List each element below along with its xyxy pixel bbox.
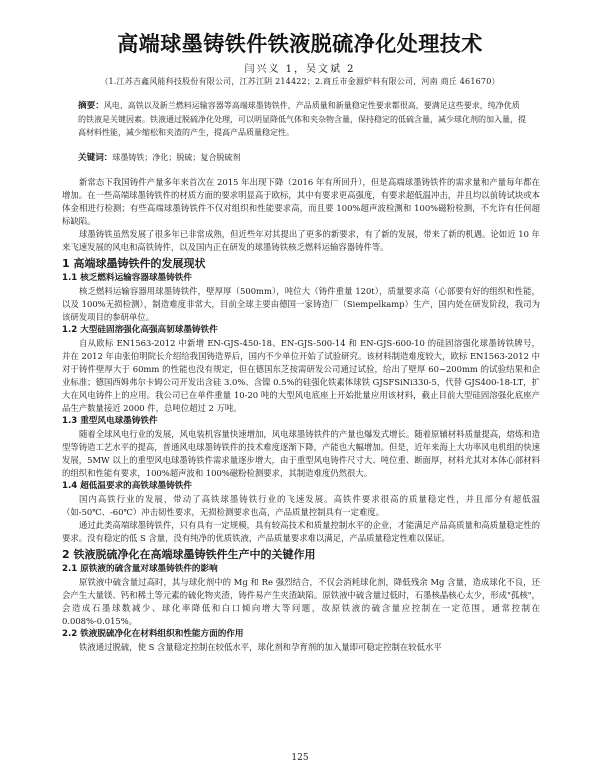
abstract-block: [78, 99, 526, 139]
body-paragraph: 国内高铁行业的发展，带动了高铁球墨铸铁行业的飞速发展。高铁件要求很高的质量稳定性，并且部分有超低温（如-50℃、-60℃）冲击韧性要求，无损检测要求也高，产品质量控制具有一定难度。: [62, 494, 540, 517]
section-heading: 2 铁液脱硫净化在高端球墨铸铁件生产中的关键作用: [62, 548, 316, 561]
body-paragraph: 通过此类高端球墨铸铁件，只有具有一定规模，具有较高技术和质量控制水平的企业，才能满足产品高质量和高质量稳定性的要求。没有稳定的低 S 含量，没有纯净的优质铁液，产品质量要求难以满足，产品质量稳定性难以保证。: [62, 520, 540, 543]
subsection-heading: 1.3 重型风电球墨铸铁件: [62, 416, 158, 426]
body-paragraph: 球墨铸铁虽然发展了很多年已非常成熟，但近些年对其提出了更多的新要求，有了新的发展，带来了新的机遇。论如近 10 年来飞速发展的风电和高铁铸件，以及国内正在研发的球墨铸铁核乏燃料运输容器铸件等。: [62, 229, 540, 252]
keywords-block: [78, 151, 526, 165]
subsection-heading: 1.4 超低温要求的高铁球墨铸铁件: [62, 481, 192, 491]
body-text: [62, 176, 540, 654]
keywords-text: 球墨铸铁；净化；脱硫；复合脱硫剂: [112, 153, 241, 162]
subsection-heading: 2.1 原铁液的硫含量对球墨铸铁件的影响: [62, 564, 218, 574]
body-paragraph: 新常态下我国铸件产量多年来首次在 2015 年出现下降（2016 年有所回升），但是高端球墨铸铁件的需求量和产量每年都在增加。在一些高端球墨铸铁件的材质方面的要求明显高于欧标，其中有要求更高强度，有要求超低温冲击，并且均以前铸试块或本体金相进行检测；有些高端球墨铸铁件不仅对组织和性能要求高，而且要 100%超声波检测和 100%磁粉检测，不允许有任何超标缺陷。: [62, 177, 540, 226]
body-paragraph: 核乏燃料运输容器用球墨铸铁件，壁厚厚（500mm），吨位大（铸件重量 120t），质量要求高（心部要有好的组织和性能，以及 100%无损检测），制造难度非常大，目前全球主要由德国一家铸造厂（Siempelkamp）生产，国内处在研发阶段，我司为该研发项目的参研单位。: [62, 286, 540, 322]
paper-title: 高端球墨铸铁件铁液脱硫净化处理技术: [117, 32, 483, 56]
body-paragraph: 自从欧标 EN1563-2012 中新增 EN-GJS-450-18、EN-GJS-500-14 和 EN-GJS-600-10 的硅固溶强化球墨铸铁牌号，并在 2012 年由张伯明院长介绍给我国铸造界后，国内不少单位开始了试验研究。该材料制造难度较大，欧标 EN1563-2012 中对于铸件壁厚大于 60mm 的性能也没有规定，但在德国东芝按需研发公司通过试验，给出了壁厚 60~200mm 的试验结果和企业标准；德国西姆弗尔卡姆公司开发出含硅 3.0%、含镍 0.5%的硅强化铁素体球铁 GJSFSiNi330-5，代替 GJS400-18-LT，扩大在风电铸件上的应用。我公司已在单件重量 10-20 吨的大型风电底座上开始批量应用该材料，截止目前大型硅固溶强化底座产品生产数量接近 2000 件，总吨位超过 2 万吨。: [62, 338, 540, 413]
abstract-text: 风电、高铁以及新兰燃料运输容器等高端球墨铸铁件，产品质量和新量稳定性要求都很高，要满足这些要求，纯净优质的铁液是关键因素。铁液通过脱硫净化处理，可以明显降低气体和夹杂物含量，保持稳定的低硫含量，减少球化剂的加入量，提高材料性能，减少缩松和夹渣的产生，提高产品质量稳定性。: [78, 101, 526, 137]
abstract-label: 摘要：: [78, 101, 104, 111]
keywords-label: 关键词：: [78, 153, 113, 163]
affiliation-line: （1.江苏吉鑫风能科技股份有限公司，江苏江阴 214422；2.商丘市金源炉料有限公司，河南 商丘 461670）: [100, 77, 500, 86]
subsection-heading: 1.2 大型硅固溶强化高强高韧球墨铸铁件: [62, 325, 218, 335]
body-paragraph: 铁液通过脱硫，使 S 含量稳定控制在较低水平，球化剂和孕育剂的加入量即可稳定控制在较低水平: [79, 642, 442, 652]
subsection-heading: 2.2 铁液脱硫净化在材料组织和性能方面的作用: [62, 629, 244, 639]
section-heading: 1 高端球墨铸铁件的发展现状: [62, 257, 206, 270]
subsection-heading: 1.1 核乏燃料运输容器球墨铸铁件: [62, 273, 192, 283]
body-paragraph: 随着全球风电行业的发展，风电装机容量快速增加，风电球墨铸铁件的产量也爆发式增长。随着原辅材料质量提高，熔炼和造型等铸造工艺水平的提高，普通风电球墨铸铁件的技术难度逐渐下降，产能也大幅增加。但是，近年来海上大功率风电机组的快速发展，5MW 以上的重型风电球墨铸铁件需求量逐步增大，由于重型风电铸件尺寸大、吨位重、断面厚，材料尤其对本体心部材料的组织和性能有要求，100%超声波和 100%磁粉检测要求，其制造难度仍然很大。: [62, 429, 540, 478]
body-paragraph: 原铁液中硫含量过高时，其与球化剂中的 Mg 和 Re 强烈结合，不仅会消耗球化剂，降低残余 Mg 含量，造成球化不良，还会产生大量镁、钙和稀土等元素的硫化物夹渣，铸件易产生夹渣缺陷。原铁液中硫含量过低时，石墨核晶核心太少，形成"孤核"，会造成石墨球数减少、球化率降低和白口倾向增大等问题，故原铁液的硫含量应控制在一定范围，通常控制在 0.008%-0.015%。: [62, 577, 540, 626]
author-line: 闫兴义 1，吴文斌 2: [244, 64, 356, 75]
page-number: 125: [291, 753, 309, 763]
